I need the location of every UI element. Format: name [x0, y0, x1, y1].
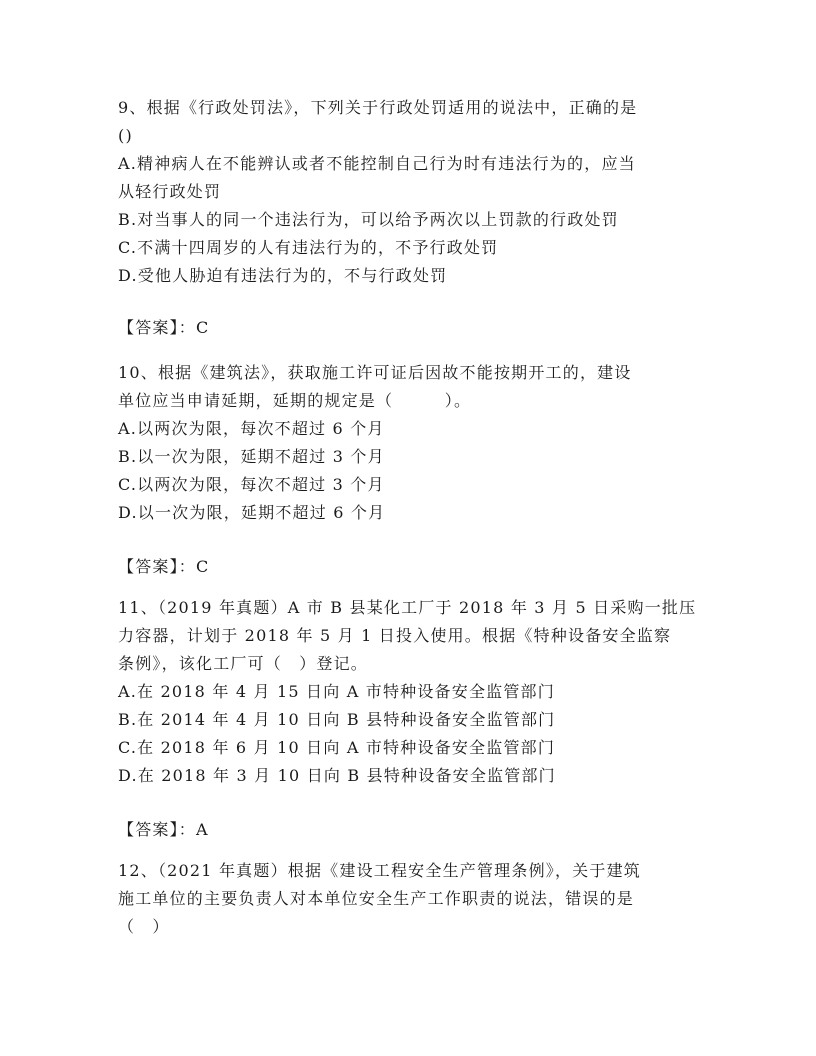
- question-10-option-b: B.以一次为限，延期不超过 3 个月: [118, 447, 385, 466]
- question-12-stem-line-1: 12、（2021 年真题）根据《建设工程安全生产管理条例》，关于建筑: [118, 861, 641, 880]
- question-11-option-b: B.在 2014 年 4 月 10 日向 B 县特种设备安全监管部门: [118, 710, 556, 729]
- question-10-answer: 【答案】：C: [118, 557, 210, 576]
- question-9-stem-line-1: 9、根据《行政处罚法》，下列关于行政处罚适用的说法中，正确的是: [118, 98, 638, 117]
- question-11-option-c: C.在 2018 年 6 月 10 日向 A 市特种设备安全监管部门: [118, 738, 556, 757]
- question-9-option-b: B.对当事人的同一个违法行为，可以给予两次以上罚款的行政处罚: [118, 210, 619, 229]
- question-11-stem-line-1: 11、（2019 年真题）A 市 B 县某化工厂于 2018 年 3 月 5 日采购一批压: [118, 598, 697, 617]
- question-9-option-c: C.不满十四周岁的人有违法行为的，不予行政处罚: [118, 238, 499, 257]
- question-10-option-c: C.以两次为限，每次不超过 3 个月: [118, 475, 385, 494]
- question-11-option-d: D.在 2018 年 3 月 10 日向 B 县特种设备安全监管部门: [118, 766, 556, 785]
- question-10-option-d: D.以一次为限，延期不超过 6 个月: [118, 503, 386, 522]
- question-9-answer: 【答案】：C: [118, 318, 210, 337]
- question-12-stem-line-2: 施工单位的主要负责人对本单位安全生产工作职责的说法，错误的是: [118, 889, 635, 908]
- question-10-option-a: A.以两次为限，每次不超过 6 个月: [118, 419, 385, 438]
- question-12-stem-line-3: （ ）: [118, 917, 170, 936]
- question-11-stem-line-2: 力容器，计划于 2018 年 5 月 1 日投入使用。根据《特种设备安全监察: [118, 626, 672, 645]
- question-9-option-a-cont: 从轻行政处罚: [118, 182, 222, 201]
- question-11-answer: 【答案】：A: [118, 820, 209, 839]
- question-11-option-a: A.在 2018 年 4 月 15 日向 A 市特种设备安全监管部门: [118, 682, 555, 701]
- question-9-option-d: D.受他人胁迫有违法行为的，不与行政处罚: [118, 266, 448, 285]
- question-9-option-a: A.精神病人在不能辨认或者不能控制自己行为时有违法行为的，应当: [118, 154, 636, 173]
- question-10-stem-line-1: 10、根据《建筑法》，获取施工许可证后因故不能按期开工的，建设: [118, 363, 632, 382]
- question-9-stem-line-2: (): [118, 126, 133, 145]
- question-10-stem-line-2: 单位应当申请延期，延期的规定是（ ）。: [118, 391, 472, 410]
- question-11-stem-line-3: 条例》，该化工厂可（ ）登记。: [118, 654, 369, 673]
